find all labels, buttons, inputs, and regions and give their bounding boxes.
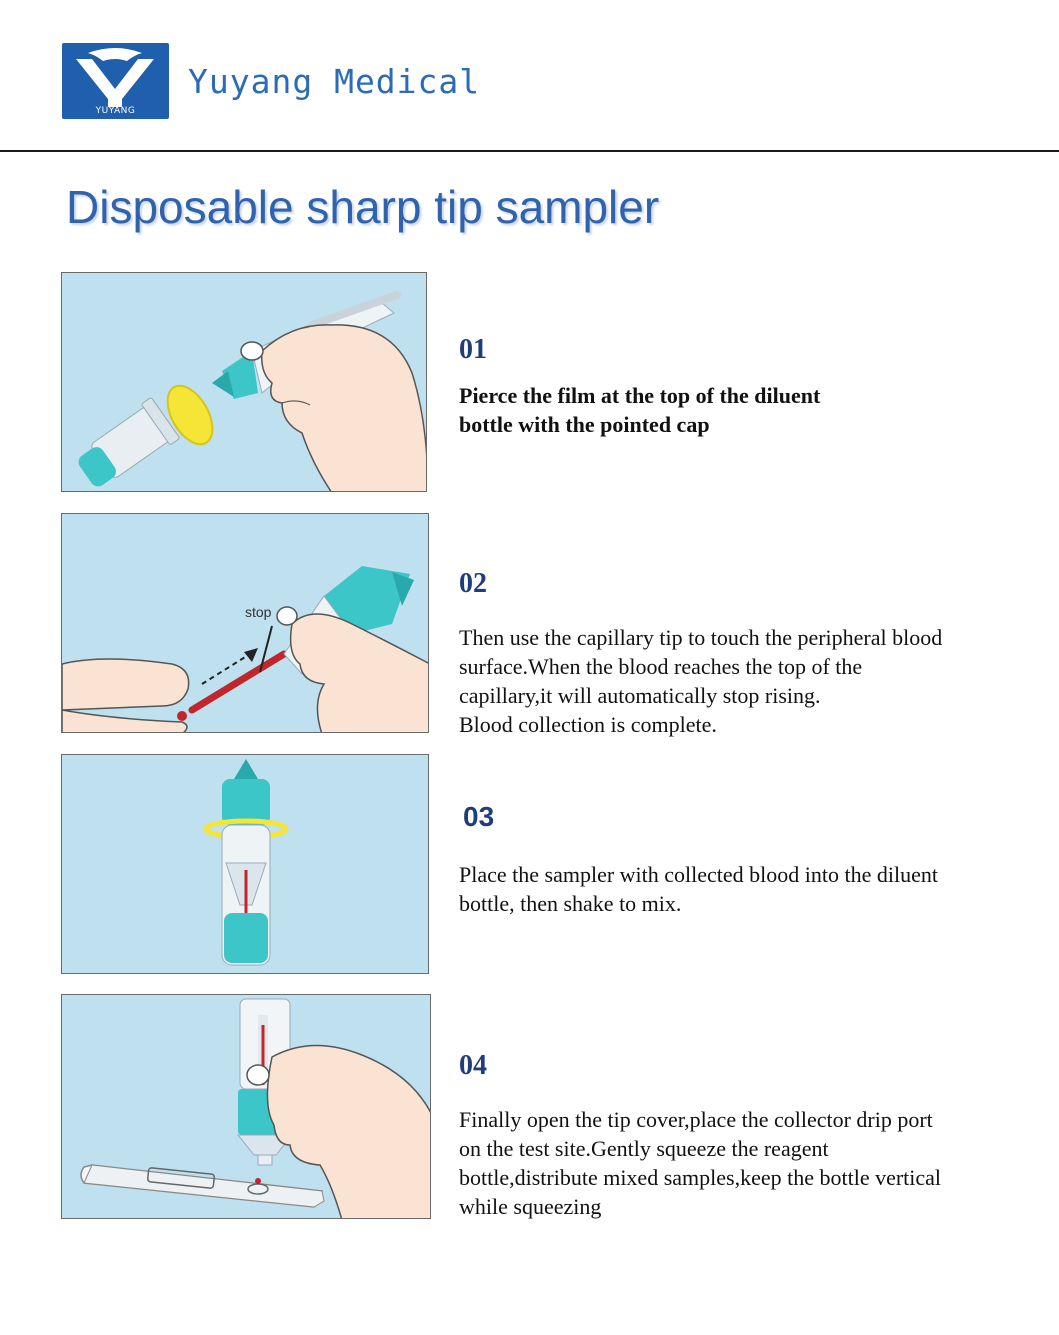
- header: [0, 0, 1059, 152]
- step-line: on the test site.Gently squeeze the reagent: [459, 1136, 829, 1161]
- step-line: Finally open the tip cover,place the collector drip port: [459, 1107, 933, 1132]
- page-title: Disposable sharp tip sampler: [66, 181, 660, 233]
- dropping-sample-onto-test-strip-illustration: [61, 994, 431, 1219]
- step-description: [459, 381, 1019, 439]
- step-line: bottle with the pointed cap: [459, 412, 710, 437]
- company-name: Yuyang Medical: [188, 62, 481, 101]
- yuyang-logo-icon: [62, 43, 169, 119]
- step-line: bottle, then shake to mix.: [459, 891, 682, 916]
- header-divider: [0, 150, 1059, 152]
- step-line: Place the sampler with collected blood into the diluent: [459, 862, 938, 887]
- step-line: bottle,distribute mixed samples,keep the bottle vertical: [459, 1165, 942, 1190]
- step-description: [459, 860, 1019, 918]
- sampler-in-diluent-bottle-illustration: [61, 754, 429, 974]
- capillary-blood-collection-illustration: [61, 513, 429, 733]
- stop-label: stop: [245, 604, 272, 620]
- step-line: Then use the capillary tip to touch the peripheral blood: [459, 625, 943, 650]
- step-line: Pierce the film at the top of the diluent: [459, 383, 821, 408]
- step-number: 04: [459, 1050, 487, 1081]
- hand-piercing-diluent-bottle-illustration: [61, 272, 427, 492]
- step-description: [459, 623, 1019, 739]
- logo-text: YUYANG: [95, 106, 136, 116]
- step-line: Blood collection is complete.: [459, 712, 717, 737]
- step-number: 03: [463, 801, 495, 832]
- step-number: 02: [459, 568, 487, 599]
- step-number: 01: [459, 334, 487, 365]
- step-line: surface.When the blood reaches the top of the: [459, 654, 863, 679]
- step-description: [459, 1105, 1019, 1221]
- step-line: while squeezing: [459, 1194, 602, 1219]
- step-line: capillary,it will automatically stop rising.: [459, 683, 821, 708]
